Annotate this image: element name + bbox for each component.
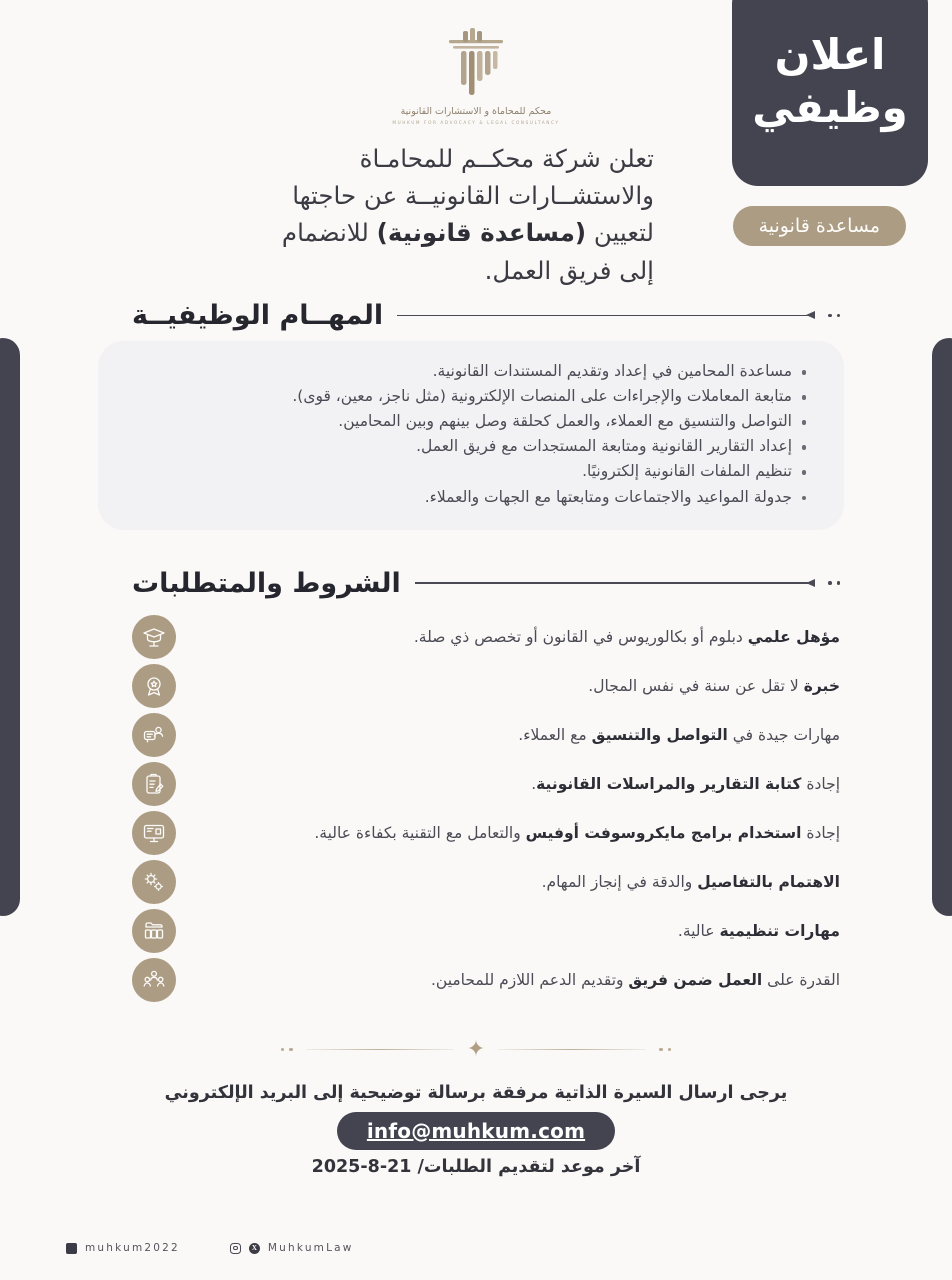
duties-list bbox=[128, 359, 810, 510]
requirement-post: مع العملاء. bbox=[518, 725, 592, 744]
announcement-line-1: اعلان bbox=[774, 30, 886, 80]
requirement-text bbox=[192, 920, 840, 942]
list-item: متابعة المعاملات والإجراءات على المنصات الإلكترونية (مثل ناجز، معين، قوى). bbox=[128, 384, 810, 409]
heading-dots-icon bbox=[828, 581, 840, 585]
social-handle: MuhkumLaw bbox=[267, 1242, 354, 1254]
gears-detail-icon bbox=[132, 860, 176, 904]
social-item-snapchat[interactable] bbox=[66, 1242, 180, 1254]
list-item bbox=[132, 662, 840, 711]
divider-line-right bbox=[306, 1049, 454, 1050]
requirement-text bbox=[192, 871, 840, 893]
list-item: التواصل والتنسيق مع العملاء، والعمل كحلقة وصل بينهم وبين المحامين. bbox=[128, 409, 810, 434]
requirement-post: عالية. bbox=[677, 921, 720, 940]
requirement-bold: العمل ضمن فريق bbox=[628, 970, 763, 989]
requirement-pre: إجادة bbox=[801, 823, 840, 842]
duties-card bbox=[98, 341, 844, 530]
poster-header bbox=[0, 0, 952, 300]
requirement-text bbox=[192, 773, 840, 795]
duties-heading-label: المهــام الوظيفيــة bbox=[132, 300, 384, 331]
four-point-star-icon: ✦ bbox=[466, 1036, 486, 1062]
requirement-post: دبلوم أو بكالوريوس في القانون أو تخصص ذي صلة. bbox=[413, 627, 748, 646]
instagram-icon bbox=[230, 1243, 241, 1254]
snapchat-icon bbox=[66, 1243, 77, 1254]
list-item: إعداد التقارير القانونية ومتابعة المستجدات مع فريق العمل. bbox=[128, 434, 810, 459]
cta-text: يرجى ارسال السيرة الذاتية مرفقة برسالة توضيحية إلى البريد الإلكتروني bbox=[164, 1082, 788, 1103]
list-item: مساعدة المحامين في إعداد وتقديم المستندات القانونية. bbox=[128, 359, 810, 384]
footer-contact bbox=[0, 1083, 952, 1177]
social-handle: muhkum2022 bbox=[85, 1242, 180, 1254]
heading-rule-arrow-icon bbox=[415, 582, 814, 584]
requirement-post: وتقديم الدعم اللازم للمحامين. bbox=[430, 970, 629, 989]
computer-screen-icon bbox=[132, 811, 176, 855]
intro-paragraph bbox=[264, 140, 654, 289]
requirement-post: لا تقل عن سنة في نفس المجال. bbox=[588, 676, 804, 695]
footer-divider bbox=[0, 1036, 952, 1062]
requirement-bold: كتابة التقارير والمراسلات القانونية bbox=[536, 774, 802, 793]
list-item bbox=[132, 613, 840, 662]
chat-users-icon bbox=[132, 713, 176, 757]
requirement-text bbox=[192, 969, 840, 991]
list-item bbox=[132, 760, 840, 809]
announcement-line-2: وظيفي bbox=[752, 83, 908, 132]
requirement-bold: التواصل والتنسيق bbox=[591, 725, 728, 744]
requirements-list bbox=[132, 613, 840, 1005]
pillar-column-icon bbox=[441, 26, 511, 98]
requirement-text bbox=[192, 626, 840, 648]
requirement-text bbox=[192, 675, 840, 697]
requirement-bold: خبرة bbox=[803, 676, 840, 695]
list-item bbox=[132, 809, 840, 858]
email-link[interactable]: info@muhkum.com bbox=[337, 1112, 615, 1150]
logo-name-english: MUHKUM FOR ADVOCACY & LEGAL CONSULTANCY bbox=[392, 120, 560, 126]
requirement-bold: مهارات تنظيمية bbox=[719, 921, 840, 940]
requirement-text bbox=[192, 822, 840, 844]
decorative-side-tab-left bbox=[0, 338, 20, 916]
job-title-pill: مساعدة قانونية bbox=[733, 206, 906, 246]
requirements-heading-label: الشروط والمتطلبات bbox=[132, 567, 401, 599]
intro-highlight: (مساعدة قانونية) bbox=[376, 218, 587, 248]
social-item-instagram-x[interactable] bbox=[230, 1242, 354, 1254]
duties-section-heading bbox=[0, 300, 952, 331]
divider-dots-icon bbox=[659, 1048, 671, 1052]
requirement-post: والدقة في إنجاز المهام. bbox=[541, 872, 698, 891]
divider-dots-icon bbox=[281, 1048, 293, 1052]
announcement-badge bbox=[732, 0, 928, 186]
intro-text-part-1: تعلن شركة محكــم للمحامـاة والاستشــارات القانونيــة عن حاجتها لتعيين bbox=[292, 144, 654, 248]
social-bar bbox=[66, 1242, 354, 1254]
requirement-bold: الاهتمام بالتفاصيل bbox=[697, 872, 840, 891]
deadline-text: آخر موعد لتقديم الطلبات/ 21-8-2025 bbox=[311, 1156, 641, 1177]
requirement-pre: إجادة bbox=[801, 774, 840, 793]
list-item bbox=[132, 907, 840, 956]
heading-dots-icon bbox=[828, 314, 840, 318]
teamwork-icon bbox=[132, 958, 176, 1002]
heading-rule-arrow-icon bbox=[397, 315, 814, 317]
logo-name-arabic: محكم للمحاماة و الاستشارات القانونية bbox=[400, 106, 552, 117]
list-item bbox=[132, 858, 840, 907]
divider-line-left bbox=[498, 1049, 646, 1050]
requirements-section-heading bbox=[0, 568, 952, 599]
list-item bbox=[132, 711, 840, 760]
requirement-bold: مؤهل علمي bbox=[747, 627, 840, 646]
list-item: جدولة المواعيد والاجتماعات ومتابعتها مع الجهات والعملاء. bbox=[128, 485, 810, 510]
requirement-post: . bbox=[531, 774, 537, 793]
company-logo bbox=[361, 26, 591, 125]
requirement-pre: مهارات جيدة في bbox=[727, 725, 840, 744]
x-twitter-icon: X bbox=[249, 1243, 260, 1254]
requirement-post: والتعامل مع التقنية بكفاءة عالية. bbox=[314, 823, 526, 842]
graduation-cap-icon bbox=[132, 615, 176, 659]
files-organize-icon bbox=[132, 909, 176, 953]
list-item bbox=[132, 956, 840, 1005]
star-badge-icon bbox=[132, 664, 176, 708]
requirement-text bbox=[192, 724, 840, 746]
requirement-bold: استخدام برامج مايكروسوفت أوفيس bbox=[525, 823, 802, 842]
list-item: تنظيم الملفات القانونية إلكترونيًا. bbox=[128, 459, 810, 484]
intro-text-part-2: للانضمام إلى فريق العمل. bbox=[281, 218, 654, 285]
requirement-pre: القدرة على bbox=[762, 970, 840, 989]
decorative-side-tab-right bbox=[932, 338, 952, 916]
clipboard-pen-icon bbox=[132, 762, 176, 806]
